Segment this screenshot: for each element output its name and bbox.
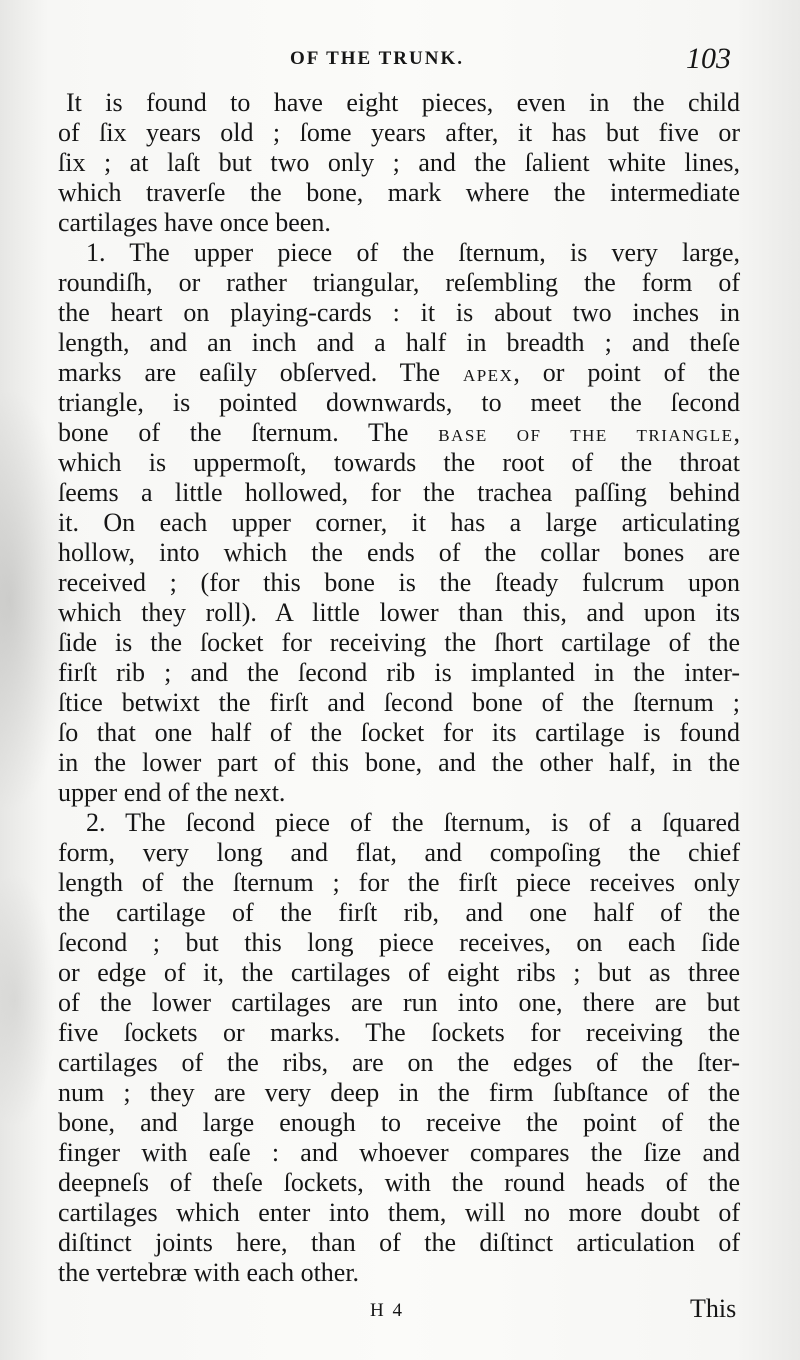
text-segment: length, and an inch and a half in breadth ; and theſe: [58, 328, 740, 357]
text-segment: 2. The ſecond piece of the ſternum, is of a ſquared: [86, 808, 740, 837]
text-line: [58, 118, 740, 148]
page-number: 103: [686, 42, 731, 75]
text-line: [58, 718, 740, 748]
text-line: [58, 598, 740, 628]
text-line: [58, 928, 740, 958]
text-line: [58, 418, 740, 448]
text-segment: ſtice betwixt the firſt and ſecond bone of the ſternum ;: [58, 688, 740, 717]
text-segment: it. On each upper corner, it has a large articulating: [58, 508, 740, 537]
text-segment: of ſix years old ; ſome years after, it has but five or: [58, 118, 740, 147]
text-segment: ſecond ; but this long piece receives, on each ſide: [58, 928, 740, 957]
text-line: [58, 148, 740, 178]
text-line: [58, 1138, 740, 1168]
text-segment: marks are eaſily obſerved. The: [58, 358, 463, 387]
text-segment: deepneſs of theſe ſockets, with the round heads of the: [58, 1168, 740, 1197]
running-title: OF THE TRUNK.: [290, 48, 464, 69]
text-segment: finger with eaſe : and whoever compares the ſize and: [58, 1138, 740, 1167]
text-segment: num ; they are very deep in the firm ſubſtance of the: [58, 1078, 740, 1107]
text-segment: form, very long and flat, and compoſing the chief: [58, 838, 740, 867]
text-segment: five ſockets or marks. The ſockets for receiving the: [58, 1018, 740, 1047]
text-segment: roundiſh, or rather triangular, reſembling the form of: [58, 268, 740, 297]
text-line: [58, 388, 740, 418]
text-line: [58, 1228, 740, 1258]
text-segment: cartilages which enter into them, will no more doubt of: [58, 1198, 740, 1227]
text-segment: firſt rib ; and the ſecond rib is implanted in the inter-: [58, 658, 740, 687]
text-segment: ſix ; at laſt but two only ; and the ſalient white lines,: [58, 148, 740, 177]
text-segment: length of the ſternum ; for the firſt piece receives only: [58, 868, 740, 897]
text-line: [58, 628, 740, 658]
text-line: [58, 298, 740, 328]
text-line: [58, 808, 740, 838]
text-line: [58, 1078, 740, 1108]
text-line: [58, 778, 740, 808]
text-line: [58, 988, 740, 1018]
text-segment: ſeems a little hollowed, for the trachea paſſing behind: [58, 478, 740, 507]
body-text: [58, 88, 740, 1288]
text-line: [58, 88, 740, 118]
text-line: [58, 958, 740, 988]
text-segment: hollow, into which the ends of the collar bones are: [58, 538, 740, 567]
text-line: [58, 448, 740, 478]
text-line: [58, 1198, 740, 1228]
text-segment: cartilages have once been.: [58, 208, 331, 237]
text-line: [58, 538, 740, 568]
text-segment: of the lower cartilages are run into one, there are but: [58, 988, 740, 1017]
text-line: [58, 238, 740, 268]
text-segment: cartilages of the ribs, are on the edges of the ſter-: [58, 1048, 740, 1077]
text-line: [58, 478, 740, 508]
text-segment: which traverſe the bone, mark where the intermediate: [58, 178, 740, 207]
text-segment: bone, and large enough to receive the point of the: [58, 1108, 740, 1137]
text-segment: diſtinct joints here, than of the diſtinct articulation of: [58, 1228, 740, 1257]
text-line: [58, 1108, 740, 1138]
text-segment: or edge of it, the cartilages of eight ribs ; but as three: [58, 958, 740, 987]
text-line: [58, 208, 740, 238]
text-segment: ,: [733, 418, 740, 447]
text-line: [58, 868, 740, 898]
text-segment: 1. The upper piece of the ſternum, is very large,: [86, 238, 740, 267]
text-segment: bone of the ſternum. The: [58, 418, 439, 447]
text-line: [58, 898, 740, 928]
text-line: [58, 178, 740, 208]
text-segment: It is found to have eight pieces, even in the child: [66, 88, 740, 117]
text-line: [58, 568, 740, 598]
text-line: [58, 358, 740, 388]
text-segment: triangle, is pointed downwards, to meet the ſecond: [58, 388, 740, 417]
text-segment: the vertebræ with each other.: [58, 1258, 360, 1287]
catchword: This: [690, 1294, 737, 1323]
text-line: [58, 1048, 740, 1078]
text-segment: which they roll). A little lower than this, and upon its: [58, 598, 740, 627]
running-head: [0, 42, 800, 76]
text-segment: received ; (for this bone is the ſteady fulcrum upon: [58, 568, 740, 597]
text-line: [58, 1168, 740, 1198]
text-segment: upper end of the next.: [58, 778, 286, 807]
text-line: [58, 1258, 740, 1288]
small-caps-term: APEX: [462, 366, 514, 385]
text-segment: the cartilage of the firſt rib, and one half of the: [58, 898, 740, 927]
text-line: [58, 838, 740, 868]
small-caps-term: BASE OF THE TRIANGLE: [438, 426, 734, 445]
text-line: [58, 688, 740, 718]
text-line: [58, 268, 740, 298]
text-line: [58, 328, 740, 358]
text-segment: ſide is the ſocket for receiving the ſhort cartilage of the: [58, 628, 740, 657]
text-segment: ſo that one half of the ſocket for its cartilage is found: [58, 718, 740, 747]
text-line: [58, 1018, 740, 1048]
text-line: [58, 748, 740, 778]
signature-mark: H 4: [370, 1300, 404, 1321]
text-line: [58, 508, 740, 538]
text-segment: which is uppermoſt, towards the root of the throat: [58, 448, 740, 477]
page-footer: [0, 1296, 800, 1330]
text-line: [58, 658, 740, 688]
text-segment: in the lower part of this bone, and the other half, in the: [58, 748, 740, 777]
text-segment: , or point of the: [513, 358, 740, 387]
text-segment: the heart on playing-cards : it is about two inches in: [58, 298, 740, 327]
